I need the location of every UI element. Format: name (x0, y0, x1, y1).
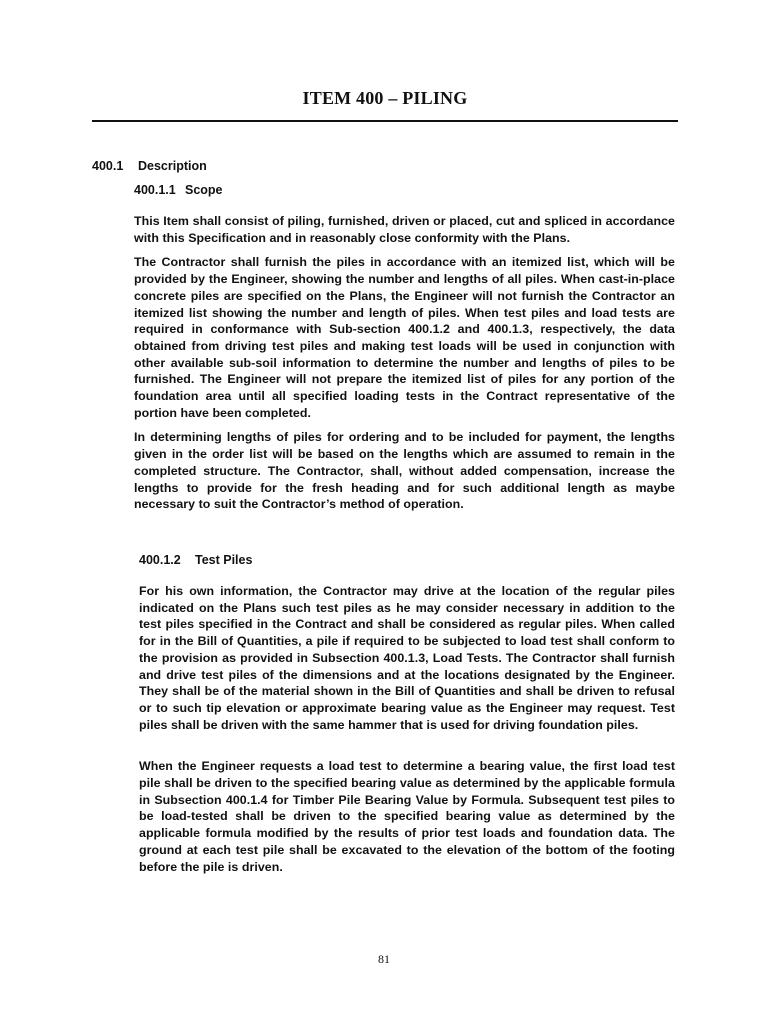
subsection-number: 400.1.2 (139, 553, 181, 567)
test-piles-text (139, 583, 675, 875)
subsection-title: Scope (185, 183, 223, 197)
paragraph: When the Engineer requests a load test to determine a bearing value, the first load test pile shall be driven to the specified bearing value as determined by the applicable formula in Subsection 400.1.4 for Timber Pile Bearing Value by Formula. Subsequent test piles to be load-tested shall be driven to the specified bearing value as determined by the applicable formula modified by the results of prior test loads and foundation data. The ground at each test pile shall be excavated to the elevation of the bottom of the footing before the pile is driven. (139, 759, 675, 874)
subsection-number: 400.1.1 (134, 183, 176, 197)
section-heading-400-1 (92, 159, 207, 173)
document-title: ITEM 400 – PILING (302, 88, 468, 108)
section-title: Description (138, 159, 207, 173)
scope-text (134, 213, 675, 513)
subsection-heading-400-1-1 (134, 183, 223, 197)
paragraph: For his own information, the Contractor may drive at the location of the regular piles indicated on the Plans such test piles as he may consider necessary in addition to the test piles specified in the Contract and shall be considered as regular piles. When called for in the Bill of Quantities, a pile if required to be subjected to load test shall conform to the provision as provided in Subsection 400.1.3, Load Tests. The Contractor shall furnish and drive test piles of the dimensions and at the locations designated by the Engineer. They shall be of the material shown in the Bill of Quantities and shall be driven to refusal or to such tip elevation or approximate bearing value as the Engineer may request. Test piles shall be driven with the same hammer that is used for driving foundation piles. (139, 584, 675, 732)
paragraph: This Item shall consist of piling, furnished, driven or placed, cut and spliced in accordance with this Specification and in reasonably close conformity with the Plans. (134, 214, 675, 245)
section-number: 400.1 (92, 159, 124, 173)
subsection-heading-400-1-2 (139, 553, 252, 567)
title-divider (92, 120, 678, 122)
page-number: 81 (378, 952, 390, 966)
paragraph: The Contractor shall furnish the piles in accordance with an itemized list, which will be provided by the Engineer, showing the number and lengths of all piles. When cast-in-place concrete piles are specified on the Plans, the Engineer will not furnish the Contractor an itemized list showing the number and length of piles. When test piles and load tests are required in conformance with Sub-section 400.1.2 and 400.1.3, respectively, the data obtained from driving test piles and making test loads will be used in conjunction with other available sub-soil information to determine the number and lengths of piles to be furnished. The Engineer will not prepare the itemized list of piles for any portion of the foundation area until all specified loading tests in the Contract representative of the portion have been completed. (134, 255, 675, 420)
subsection-title: Test Piles (195, 553, 253, 567)
paragraph: In determining lengths of piles for ordering and to be included for payment, the lengths given in the order list will be based on the lengths which are assumed to remain in the completed structure. The Contractor, shall, without added compensation, increase the lengths to provide for the fresh heading and for such additional length as maybe necessary to suit the Contractor’s method of operation. (134, 430, 675, 512)
